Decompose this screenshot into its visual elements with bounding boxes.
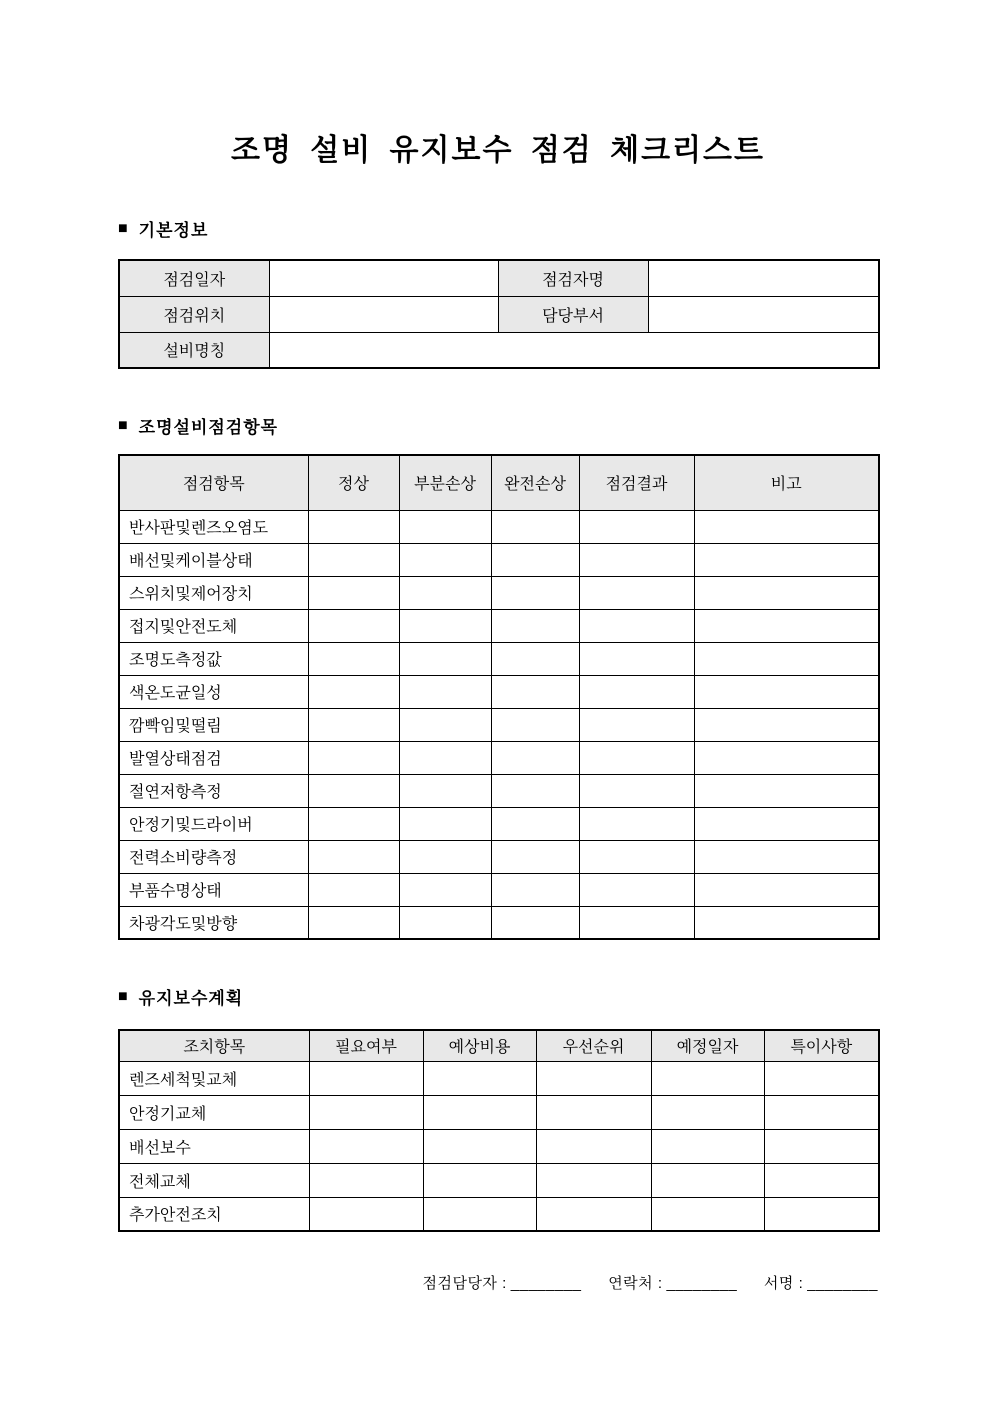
table-row xyxy=(119,1095,879,1129)
empty-cell xyxy=(491,576,579,609)
table-row xyxy=(119,774,879,807)
empty-cell xyxy=(651,1163,764,1197)
table-row xyxy=(119,1197,879,1231)
empty-cell xyxy=(399,609,491,642)
table-row xyxy=(119,1061,879,1095)
signature-line xyxy=(118,1272,878,1293)
empty-cell xyxy=(579,873,694,906)
empty-cell xyxy=(536,1061,651,1095)
empty-cell xyxy=(694,642,879,675)
empty-cell xyxy=(423,1163,536,1197)
inspection-item-label: 스위치및제어장치 xyxy=(119,576,308,609)
empty-cell xyxy=(423,1129,536,1163)
empty-cell xyxy=(694,807,879,840)
table-row xyxy=(119,543,879,576)
column-header: 정상 xyxy=(308,455,399,510)
field-value-inspector-name xyxy=(648,260,879,296)
empty-cell xyxy=(579,609,694,642)
empty-cell xyxy=(308,840,399,873)
table-row xyxy=(119,906,879,939)
empty-cell xyxy=(491,675,579,708)
empty-cell xyxy=(308,675,399,708)
section-heading-label: 기본정보 xyxy=(138,221,209,240)
empty-cell xyxy=(651,1095,764,1129)
empty-cell xyxy=(399,642,491,675)
empty-cell xyxy=(308,906,399,939)
empty-cell xyxy=(308,741,399,774)
column-header: 조치항목 xyxy=(119,1030,309,1061)
empty-cell xyxy=(309,1129,423,1163)
square-bullet-icon: ■ xyxy=(118,416,129,434)
contact-blank: ________ xyxy=(666,1275,738,1292)
empty-cell xyxy=(308,609,399,642)
empty-cell xyxy=(308,873,399,906)
table-row xyxy=(119,840,879,873)
empty-cell xyxy=(694,741,879,774)
empty-cell xyxy=(308,642,399,675)
table-row xyxy=(119,1129,879,1163)
section-heading-maintenance-plan xyxy=(118,984,878,1009)
inspection-item-label: 배선및케이블상태 xyxy=(119,543,308,576)
section-heading-label: 유지보수계획 xyxy=(138,989,244,1008)
empty-cell xyxy=(491,807,579,840)
empty-cell xyxy=(651,1061,764,1095)
empty-cell xyxy=(694,543,879,576)
empty-cell xyxy=(308,510,399,543)
empty-cell xyxy=(536,1129,651,1163)
basic-info-table xyxy=(118,259,880,369)
inspector-blank: ________ xyxy=(510,1275,582,1292)
empty-cell xyxy=(579,774,694,807)
inspection-item-label: 부품수명상태 xyxy=(119,873,308,906)
empty-cell xyxy=(491,906,579,939)
empty-cell xyxy=(399,807,491,840)
table-row xyxy=(119,708,879,741)
empty-cell xyxy=(764,1061,879,1095)
empty-cell xyxy=(491,873,579,906)
empty-cell xyxy=(491,741,579,774)
empty-cell xyxy=(536,1095,651,1129)
empty-cell xyxy=(423,1095,536,1129)
field-value-equipment-name xyxy=(269,332,879,368)
empty-cell xyxy=(651,1129,764,1163)
table-row xyxy=(119,741,879,774)
field-label-equipment-name: 설비명칭 xyxy=(119,332,269,368)
empty-cell xyxy=(399,576,491,609)
table-header-row xyxy=(119,455,879,510)
inspection-item-label: 깜빡임및떨림 xyxy=(119,708,308,741)
empty-cell xyxy=(651,1197,764,1231)
column-header: 비고 xyxy=(694,455,879,510)
empty-cell xyxy=(491,543,579,576)
empty-cell xyxy=(694,576,879,609)
table-row xyxy=(119,609,879,642)
table-row xyxy=(119,260,879,296)
empty-cell xyxy=(399,675,491,708)
empty-cell xyxy=(694,906,879,939)
field-label-inspection-location: 점검위치 xyxy=(119,296,269,332)
table-row xyxy=(119,642,879,675)
empty-cell xyxy=(491,642,579,675)
inspection-item-label: 반사판및렌즈오염도 xyxy=(119,510,308,543)
empty-cell xyxy=(491,510,579,543)
empty-cell xyxy=(309,1197,423,1231)
empty-cell xyxy=(579,642,694,675)
contact-group xyxy=(608,1275,737,1292)
square-bullet-icon: ■ xyxy=(118,987,129,1005)
empty-cell xyxy=(579,840,694,873)
maintenance-item-label: 배선보수 xyxy=(119,1129,309,1163)
empty-cell xyxy=(579,675,694,708)
empty-cell xyxy=(308,708,399,741)
empty-cell xyxy=(423,1197,536,1231)
empty-cell xyxy=(579,708,694,741)
table-header-row xyxy=(119,1030,879,1061)
empty-cell xyxy=(309,1061,423,1095)
field-label-inspection-date: 점검일자 xyxy=(119,260,269,296)
column-header: 완전손상 xyxy=(491,455,579,510)
empty-cell xyxy=(764,1163,879,1197)
empty-cell xyxy=(764,1197,879,1231)
empty-cell xyxy=(309,1163,423,1197)
column-header: 우선순위 xyxy=(536,1030,651,1061)
field-label-inspector-name: 점검자명 xyxy=(498,260,648,296)
column-header: 예상비용 xyxy=(423,1030,536,1061)
empty-cell xyxy=(694,873,879,906)
table-row xyxy=(119,1163,879,1197)
table-row xyxy=(119,576,879,609)
empty-cell xyxy=(536,1163,651,1197)
empty-cell xyxy=(491,609,579,642)
empty-cell xyxy=(399,906,491,939)
table-row xyxy=(119,332,879,368)
empty-cell xyxy=(399,873,491,906)
empty-cell xyxy=(579,807,694,840)
empty-cell xyxy=(399,840,491,873)
section-heading-basic-info xyxy=(118,216,878,241)
signature-blank: ________ xyxy=(807,1275,878,1292)
empty-cell xyxy=(694,675,879,708)
empty-cell xyxy=(308,576,399,609)
table-row xyxy=(119,296,879,332)
inspection-item-label: 색온도균일성 xyxy=(119,675,308,708)
inspector-group xyxy=(422,1275,581,1292)
column-header: 필요여부 xyxy=(309,1030,423,1061)
empty-cell xyxy=(764,1095,879,1129)
empty-cell xyxy=(764,1129,879,1163)
empty-cell xyxy=(308,807,399,840)
inspection-item-label: 접지및안전도체 xyxy=(119,609,308,642)
empty-cell xyxy=(399,510,491,543)
inspector-label: 점검담당자 : xyxy=(422,1275,507,1292)
inspection-items-table xyxy=(118,454,880,940)
maintenance-plan-table xyxy=(118,1029,880,1232)
empty-cell xyxy=(579,741,694,774)
empty-cell xyxy=(308,543,399,576)
empty-cell xyxy=(579,906,694,939)
inspection-item-label: 절연저항측정 xyxy=(119,774,308,807)
section-heading-inspection-items xyxy=(118,413,878,438)
empty-cell xyxy=(694,708,879,741)
signature-label: 서명 : xyxy=(763,1275,804,1292)
column-header: 부분손상 xyxy=(399,455,491,510)
empty-cell xyxy=(399,543,491,576)
table-row xyxy=(119,807,879,840)
field-value-inspection-date xyxy=(269,260,498,296)
empty-cell xyxy=(399,708,491,741)
empty-cell xyxy=(694,510,879,543)
maintenance-item-label: 전체교체 xyxy=(119,1163,309,1197)
field-value-department xyxy=(648,296,879,332)
empty-cell xyxy=(399,741,491,774)
empty-cell xyxy=(399,774,491,807)
field-value-inspection-location xyxy=(269,296,498,332)
empty-cell xyxy=(308,774,399,807)
empty-cell xyxy=(491,774,579,807)
field-label-department: 담당부서 xyxy=(498,296,648,332)
signature-group xyxy=(764,1275,878,1292)
empty-cell xyxy=(491,840,579,873)
maintenance-item-label: 안정기교체 xyxy=(119,1095,309,1129)
column-header: 특이사항 xyxy=(764,1030,879,1061)
inspection-item-label: 전력소비량측정 xyxy=(119,840,308,873)
table-row xyxy=(119,873,879,906)
maintenance-item-label: 추가안전조치 xyxy=(119,1197,309,1231)
empty-cell xyxy=(694,840,879,873)
empty-cell xyxy=(309,1095,423,1129)
column-header: 점검항목 xyxy=(119,455,308,510)
square-bullet-icon: ■ xyxy=(118,219,129,237)
empty-cell xyxy=(579,510,694,543)
empty-cell xyxy=(423,1061,536,1095)
inspection-item-label: 발열상태점검 xyxy=(119,741,308,774)
table-row xyxy=(119,675,879,708)
empty-cell xyxy=(491,708,579,741)
inspection-item-label: 안정기및드라이버 xyxy=(119,807,308,840)
table-row xyxy=(119,510,879,543)
inspection-item-label: 차광각도및방향 xyxy=(119,906,308,939)
contact-label: 연락처 : xyxy=(608,1275,663,1292)
empty-cell xyxy=(694,774,879,807)
empty-cell xyxy=(579,576,694,609)
maintenance-item-label: 렌즈세척및교체 xyxy=(119,1061,309,1095)
empty-cell xyxy=(694,609,879,642)
page-title: 조명 설비 유지보수 점검 체크리스트 xyxy=(230,134,766,167)
column-header: 예정일자 xyxy=(651,1030,764,1061)
empty-cell xyxy=(536,1197,651,1231)
empty-cell xyxy=(579,543,694,576)
section-heading-label: 조명설비점검항목 xyxy=(138,418,279,437)
inspection-item-label: 조명도측정값 xyxy=(119,642,308,675)
column-header: 점검결과 xyxy=(579,455,694,510)
